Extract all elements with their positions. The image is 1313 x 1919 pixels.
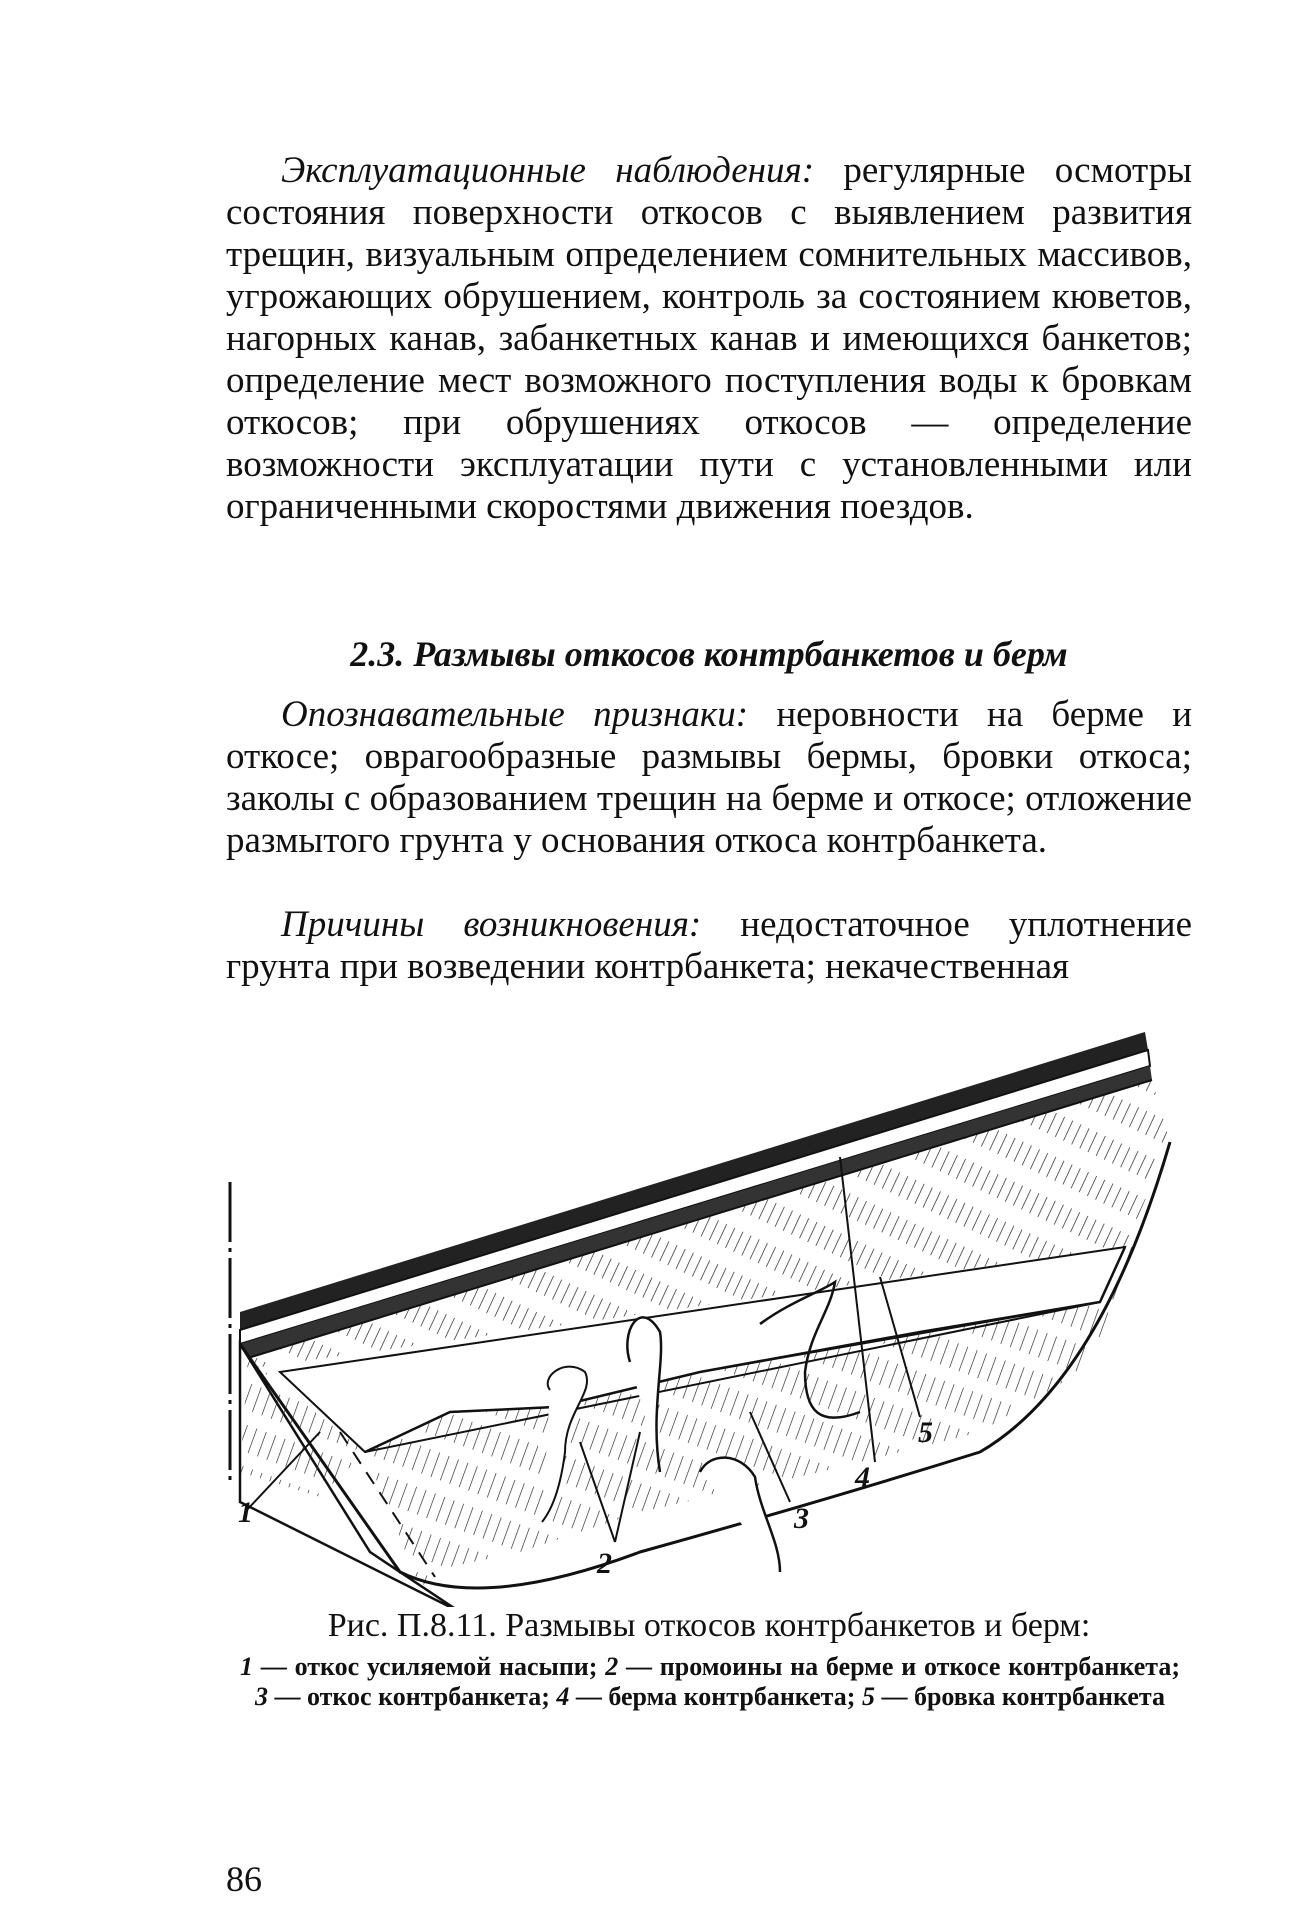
signs-body: неровности на берме и откосе; оврагообразные размывы бермы, бровки откоса; заколы с образованием трещин на берме и откосе; отложение размытого грунта у основания откоса контрбанкета. bbox=[226, 694, 1193, 861]
figure-caption-title: Рис. П.8.11. Размывы откосов контрбанкетов и берм: bbox=[327, 1607, 1091, 1644]
legend-text-3: — откос контрбанкета; bbox=[267, 1682, 557, 1711]
signs-lead: Опознавательные признаки: bbox=[281, 694, 749, 735]
observations-body: регулярные осмотры состояния поверхности откосов с выявлением развития трещин, визуальным определением сомнительных массивов, угрожающих обрушением, контроль за состоянием кюветов, нагорных канав, забанкетных канав и имеющихся банкетов; определение мест возможного поступления воды к бровкам откосов; при обрушениях откосов — определение возможности эксплуатации пути с установленными или ограниченными скоростями движения поездов. bbox=[226, 150, 1192, 527]
figure-label-1: 1 bbox=[238, 1496, 253, 1529]
legend-text-5: — бровка контрбанкета bbox=[874, 1682, 1165, 1711]
figure-label-5: 5 bbox=[918, 1416, 933, 1449]
paragraph-causes bbox=[226, 904, 1192, 988]
embankment-erosion-figure bbox=[220, 1032, 1180, 1607]
figure-label-4: 4 bbox=[855, 1461, 870, 1494]
legend-text-2: — промоины на берме и откосе контрбанкета; bbox=[618, 1652, 1181, 1681]
causes-body: недостаточное уплотнение грунта при возведении контрбанкета; некачественная bbox=[226, 904, 1192, 987]
paragraph-signs bbox=[226, 694, 1192, 862]
legend-num-3: 3 bbox=[254, 1682, 268, 1711]
figure-label-2: 2 bbox=[597, 1547, 612, 1580]
legend-num-4: 4 bbox=[556, 1682, 570, 1711]
figure-label-3: 3 bbox=[794, 1502, 809, 1535]
observations-lead: Эксплуатационные наблюдения: bbox=[281, 150, 815, 191]
figure-caption-legend bbox=[240, 1652, 1180, 1712]
paragraph-observations bbox=[226, 150, 1192, 528]
embankment-drawing bbox=[230, 1032, 1170, 1607]
legend-text-1: — откос усиляемой насыпи; bbox=[253, 1652, 606, 1681]
page-number: 86 bbox=[226, 1859, 262, 1899]
legend-num-5: 5 bbox=[861, 1682, 875, 1711]
legend-text-4: — берма контрбанкета; bbox=[569, 1682, 862, 1711]
section-heading: 2.3. Размывы откосов контрбанкетов и берм bbox=[350, 634, 1068, 674]
causes-lead: Причины возникновения: bbox=[281, 904, 702, 945]
legend-num-2: 2 bbox=[605, 1652, 619, 1681]
legend-num-1: 1 bbox=[240, 1652, 253, 1681]
